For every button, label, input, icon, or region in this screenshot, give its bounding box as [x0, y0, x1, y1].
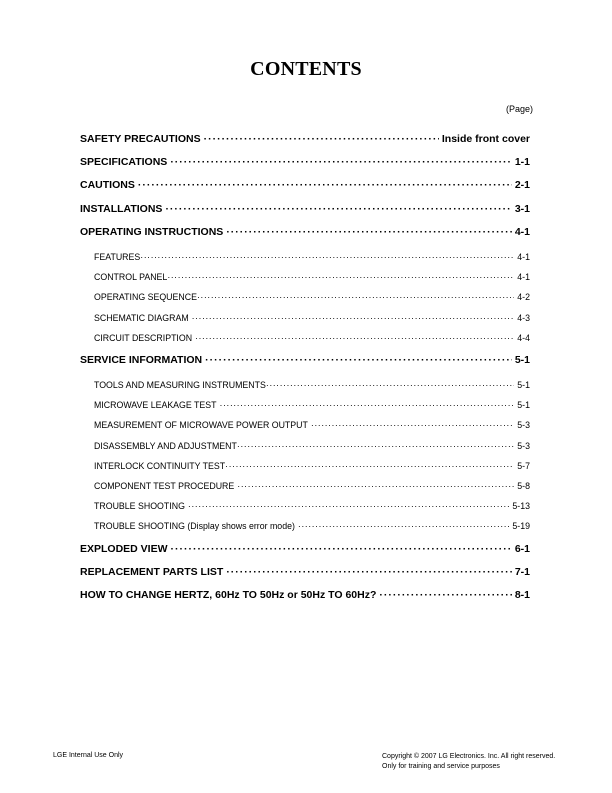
toc-entry-label: CAUTIONS: [80, 179, 135, 192]
toc-subentry-label: OPERATING SEQUENCE: [94, 292, 197, 303]
toc-subentry[interactable]: [80, 415, 530, 435]
toc-entry-page: 7-1: [514, 565, 530, 578]
toc-subentry-label: TOOLS AND MEASURING INSTRUMENTS: [94, 380, 266, 391]
toc-entry-page: 1-1: [514, 156, 530, 169]
dot-leader: [205, 349, 512, 372]
toc-subentry-page: 4-3: [517, 312, 530, 323]
toc-subentry-label: MICROWAVE LEAKAGE TEST: [94, 400, 217, 411]
toc-subentry-label: CONTROL PANEL: [94, 272, 168, 283]
dot-leader: [192, 308, 515, 328]
dot-leader: [138, 174, 512, 197]
toc-subentry[interactable]: [80, 496, 530, 516]
toc-subentry[interactable]: [80, 375, 530, 395]
table-of-contents: [80, 128, 530, 607]
toc-entry-page: 6-1: [514, 542, 530, 555]
toc-entry-page: Inside front cover: [441, 133, 530, 145]
toc-subentry-page: 5-7: [517, 460, 530, 471]
toc-entry[interactable]: [80, 151, 530, 174]
toc-entry-label: SPECIFICATIONS: [80, 156, 168, 169]
toc-subentry[interactable]: [80, 516, 530, 536]
dot-leader: [170, 151, 512, 174]
dot-leader: [379, 584, 511, 607]
toc-subentry[interactable]: [80, 267, 530, 287]
toc-subentry-page: 4-4: [517, 332, 530, 343]
toc-subentry-label: CIRCUIT DESCRIPTION: [94, 332, 193, 343]
toc-entry-page: 8-1: [514, 588, 530, 601]
dot-leader: [140, 247, 514, 267]
toc-entry-label: INSTALLATIONS: [80, 202, 163, 215]
toc-subentry-page: 5-1: [517, 380, 530, 391]
dot-leader: [237, 476, 514, 496]
toc-entry[interactable]: [80, 561, 530, 584]
toc-entry[interactable]: [80, 584, 530, 607]
toc-subentry-page: 4-1: [517, 272, 530, 283]
dot-leader: [195, 328, 514, 348]
dot-leader: [226, 221, 512, 244]
toc-subentry-label: MEASUREMENT OF MICROWAVE POWER OUTPUT: [94, 420, 308, 431]
dot-leader: [171, 538, 512, 561]
toc-subentry[interactable]: [80, 328, 530, 348]
toc-entry[interactable]: [80, 198, 530, 221]
toc-subentry-label: FEATURES: [94, 251, 141, 262]
footer-copyright: [382, 752, 555, 771]
toc-entry-label: REPLACEMENT PARTS LIST: [80, 565, 224, 578]
toc-entry-label: HOW TO CHANGE HERTZ, 60Hz TO 50Hz or 50Hz TO 60Hz?: [80, 588, 377, 601]
toc-entry-label: EXPLODED VIEW: [80, 542, 168, 555]
toc-subentry-page: 5-8: [517, 481, 530, 491]
toc-entry-page: 3-1: [514, 202, 530, 215]
toc-entry-page: 4-1: [514, 225, 530, 238]
page-title: CONTENTS: [250, 58, 362, 80]
toc-subentry-page: 5-19: [512, 521, 530, 532]
dot-leader: [298, 516, 509, 536]
toc-subentry-label: COMPONENT TEST PROCEDURE: [94, 481, 235, 491]
toc-entry-label: OPERATING INSTRUCTIONS: [80, 225, 224, 238]
toc-subentry[interactable]: [80, 436, 530, 456]
dot-leader: [225, 456, 514, 476]
toc-entry-label: SERVICE INFORMATION: [80, 353, 203, 366]
toc-subentry-page: 5-3: [517, 440, 530, 451]
toc-entry-page: 2-1: [514, 179, 530, 192]
dot-leader: [266, 375, 514, 395]
toc-subentry[interactable]: [80, 395, 530, 415]
toc-subentry[interactable]: [80, 287, 530, 307]
toc-subentry-label: TROUBLE SHOOTING: [94, 501, 185, 512]
toc-entry[interactable]: [80, 221, 530, 244]
toc-subentry[interactable]: [80, 308, 530, 328]
copyright-line: Copyright © 2007 LG Electronics. Inc. All right reserved.: [382, 753, 556, 760]
toc-subentry-label: TROUBLE SHOOTING (Display shows error mode): [94, 521, 295, 532]
toc-entry[interactable]: [80, 174, 530, 197]
toc-entry[interactable]: [80, 349, 530, 372]
dot-leader: [311, 415, 514, 435]
dot-leader: [226, 561, 512, 584]
toc-subentry-label: DISASSEMBLY AND ADJUSTMENT: [94, 440, 237, 451]
training-notice-line: Only for training and service purposes: [382, 762, 500, 770]
toc-entry[interactable]: [80, 128, 530, 151]
toc-entry-page: 5-1: [514, 353, 530, 366]
footer-internal-use: LGE Internal Use Only: [53, 752, 124, 759]
toc-subentry-label: INTERLOCK CONTINUITY TEST: [94, 460, 226, 471]
toc-subentry-page: 5-3: [517, 420, 530, 431]
dot-leader: [188, 496, 509, 516]
toc-entry[interactable]: [80, 538, 530, 561]
dot-leader: [165, 198, 511, 221]
dot-leader: [220, 395, 515, 415]
toc-entry-label: SAFETY PRECAUTIONS: [80, 133, 201, 145]
dot-leader: [167, 267, 514, 287]
toc-subentry[interactable]: [80, 456, 530, 476]
toc-subentry-page: 4-1: [517, 251, 530, 262]
dot-leader: [237, 436, 514, 456]
dot-leader: [204, 128, 439, 151]
toc-subentry-label: SCHEMATIC DIAGRAM: [94, 312, 189, 323]
page-column-label: (Page): [505, 104, 533, 114]
toc-subentry-page: 4-2: [517, 292, 530, 303]
dot-leader: [197, 287, 514, 307]
toc-subentry-page: 5-1: [517, 400, 530, 411]
toc-subentry[interactable]: [80, 476, 530, 496]
toc-subentry[interactable]: [80, 247, 530, 267]
toc-subentry-page: 5-13: [512, 501, 530, 512]
